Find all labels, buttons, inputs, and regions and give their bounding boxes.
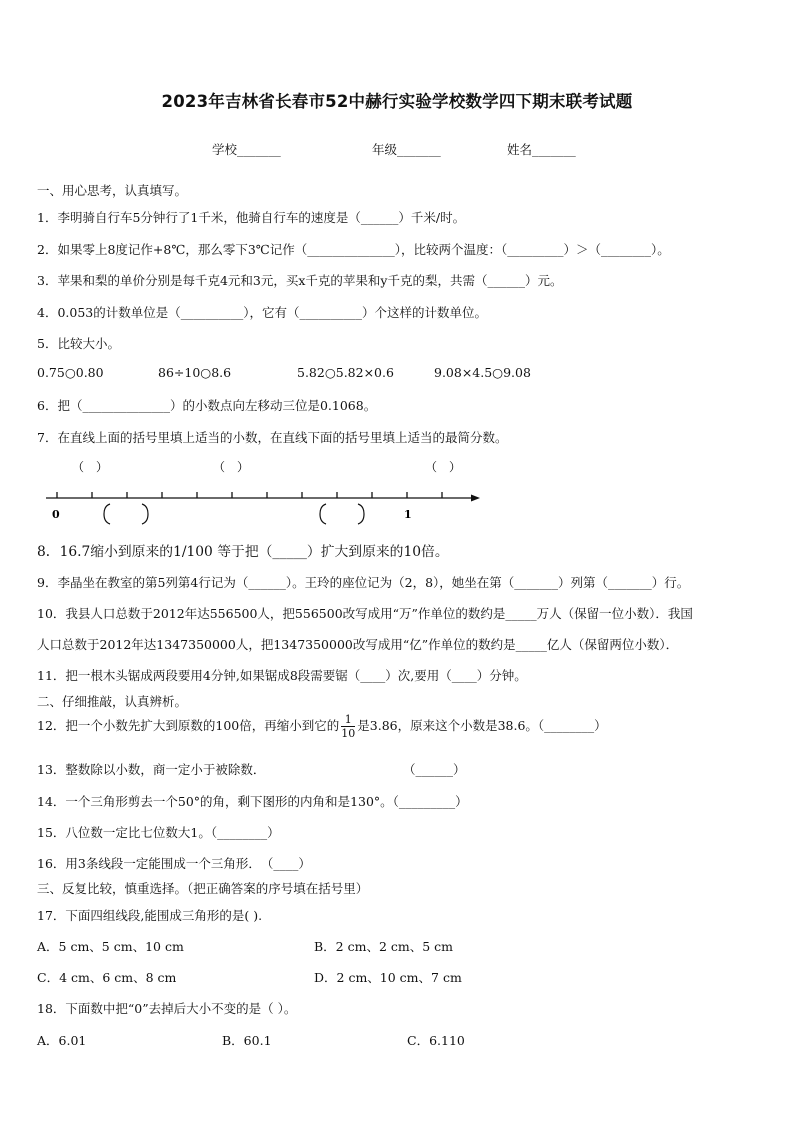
- question-12: [37, 714, 607, 739]
- question-13-blank: （______）: [403, 762, 466, 777]
- axis-arrow: [471, 495, 480, 502]
- label-zero: 0: [52, 508, 60, 521]
- question-15: 15．八位数一定比七位数大1。（________）: [37, 825, 280, 840]
- option-17-a: A．5 cm、5 cm、10 cm: [37, 939, 184, 954]
- compare-item-b: 86÷10○8.6: [158, 365, 232, 380]
- tick-marks: [57, 492, 442, 498]
- top-bracket-1: （ ）: [72, 460, 109, 474]
- section-heading-2: 二、仔细推敲，认真辨析。: [37, 694, 188, 709]
- question-18: 18．下面数中把“0”去掉后大小不变的是（ ）。: [37, 1001, 297, 1016]
- question-16: 16．用3条线段一定能围成一个三角形． （____）: [37, 856, 311, 871]
- bottom-bracket-2: [320, 504, 364, 524]
- fraction-numerator: 1: [341, 714, 355, 727]
- question-12-text-b: 是3.86，原来这个小数是38.6。（________）: [357, 718, 607, 733]
- fraction-one-tenth: [341, 714, 355, 739]
- question-10-line-1: 10．我县人口总数于2012年达556500人，把556500改写成用“万”作单位的数约是_____万人（保留一位小数）．我国: [37, 606, 693, 621]
- question-4: 4．0.053的计数单位是（__________），它有（__________）个这样的计数单位。: [37, 305, 487, 320]
- option-17-c: C．4 cm、6 cm、8 cm: [37, 970, 177, 985]
- school-field: 学校_______: [212, 142, 281, 157]
- label-one: 1: [404, 508, 412, 521]
- compare-item-c: 5.82○5.82×0.6: [297, 365, 394, 380]
- section-heading-3: 三、反复比较，慎重选择。（把正确答案的序号填在括号里）: [37, 881, 369, 896]
- question-9: 9．李晶坐在教室的第5列第4行记为（______）。王玲的座位记为（2，8），她坐在第（_______）列第（_______）行。: [37, 575, 690, 590]
- grade-field: 年级_______: [372, 142, 441, 157]
- bottom-bracket-1: [104, 504, 148, 524]
- option-18-c: C．6.110: [407, 1033, 465, 1048]
- section-heading-1: 一、用心思考，认真填写。: [37, 183, 188, 198]
- question-14: 14．一个三角形剪去一个50°的角，剩下图形的内角和是130°。（_________）: [37, 794, 468, 809]
- question-11: 11．把一根木头锯成两段要用4分钟,如果锯成8段需要锯（____）次,要用（____）分钟。: [37, 668, 527, 683]
- option-17-d: D．2 cm、10 cm、7 cm: [314, 970, 462, 985]
- page-title: 2023年吉林省长春市52中赫行实验学校数学四下期末联考试题: [161, 92, 633, 111]
- top-bracket-2: （ ）: [213, 460, 250, 474]
- question-7: 7．在直线上面的括号里填上适当的小数，在直线下面的括号里填上适当的最简分数。: [37, 430, 508, 445]
- question-17: 17．下面四组线段,能围成三角形的是( ).: [37, 908, 263, 923]
- name-field: 姓名_______: [507, 142, 576, 157]
- question-1: 1．李明骑自行车5分钟行了1千米，他骑自行车的速度是（______）千米/时。: [37, 210, 466, 225]
- compare-item-a: 0.75○0.80: [37, 365, 104, 380]
- question-8: 8．16.7缩小到原来的1/100 等于把（_____）扩大到原来的10倍。: [37, 544, 449, 560]
- question-6: 6．把（______________）的小数点向左移动三位是0.1068。: [37, 398, 377, 413]
- option-18-a: A．6.01: [37, 1033, 87, 1048]
- option-18-b: B．60.1: [222, 1033, 272, 1048]
- question-13: 13．整数除以小数，商一定小于被除数．: [37, 762, 266, 777]
- question-10-line-2: 人口总数于2012年达1347350000人，把1347350000改写成用“亿”作单位的数约是_____亿人（保留两位小数）．: [37, 637, 679, 652]
- number-line-diagram: [40, 452, 490, 532]
- option-17-b: B．2 cm、2 cm、5 cm: [314, 939, 454, 954]
- fraction-denominator: 10: [341, 727, 356, 740]
- question-5: 5．比较大小。: [37, 336, 120, 351]
- question-3: 3．苹果和梨的单价分别是每千克4元和3元，买x千克的苹果和y千克的梨，共需（______）元。: [37, 273, 563, 288]
- question-12-text-a: 12．把一个小数先扩大到原数的100倍，再缩小到它的: [37, 718, 340, 733]
- top-bracket-3: （ ）: [425, 460, 462, 474]
- compare-item-d: 9.08×4.5○9.08: [434, 365, 531, 380]
- question-2: 2．如果零上8度记作+8℃，那么零下3℃记作（______________），比较两个温度：（_________）＞（________）。: [37, 242, 670, 257]
